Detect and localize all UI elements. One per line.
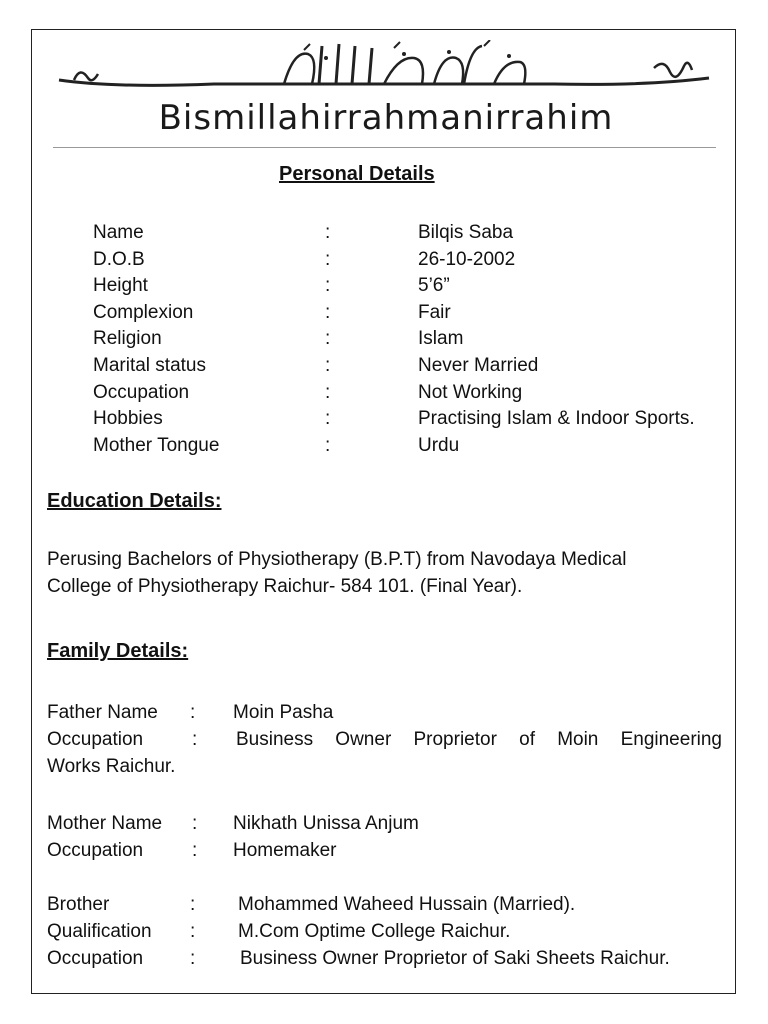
family-separator: : [190,948,196,969]
personal-value: Never Married [418,355,539,376]
education-text-line-1: Perusing Bachelors of Physiotherapy (B.P.T) from Navodaya Medical [47,549,627,570]
personal-separator: : [325,328,331,350]
personal-value: Islam [418,328,464,350]
personal-separator: : [325,381,331,403]
personal-separator: : [325,355,331,376]
family-label: Mother Name [47,813,163,834]
personal-label: Hobbies [93,408,163,430]
family-father-occupation-continued: Works Raichur. [47,756,176,777]
family-separator: : [190,894,196,915]
personal-label: Height [93,275,148,297]
family-separator: : [192,813,198,834]
header-banner [54,40,714,140]
family-separator: : [192,729,198,750]
personal-separator: : [325,222,331,243]
personal-details-heading: Personal Details [279,163,435,185]
personal-value: Not Working [418,381,523,403]
family-value: Nikhath Unissa Anjum [233,813,419,834]
family-details-heading: Family Details: [47,640,189,662]
family-label: Father Name [47,702,158,723]
family-label: Qualification [47,921,152,942]
family-value: Homemaker [233,840,337,861]
education-details-heading: Education Details: [47,490,222,512]
personal-label: Mother Tongue [93,434,220,456]
personal-separator: : [325,248,331,270]
personal-label: Marital status [93,355,206,376]
family-label: Brother [47,894,110,915]
personal-value: Bilqis Saba [418,222,514,243]
personal-label: D.O.B [93,248,145,270]
family-label: Occupation [47,840,144,861]
family-value: Business Owner Proprietor of Saki Sheets Raichur. [240,948,670,969]
family-value: Mohammed Waheed Hussain (Married). [238,894,576,915]
personal-label: Occupation [93,381,190,403]
family-separator: : [190,702,196,723]
personal-value: 26-10-2002 [418,248,516,270]
family-separator: : [190,921,196,942]
personal-label: Complexion [93,301,194,323]
personal-separator: : [325,434,331,456]
personal-value: Practising Islam & Indoor Sports. [418,408,695,430]
personal-value: Fair [418,301,451,323]
family-value: M.Com Optime College Raichur. [238,921,511,942]
family-value: Moin Pasha [233,702,334,723]
family-label: Occupation [47,948,144,969]
personal-separator: : [325,301,331,323]
header-divider [53,147,716,148]
personal-label: Name [93,222,144,243]
personal-value: 5’6” [418,275,450,297]
bismillah-calligraphy-image [54,40,714,100]
document-page [31,29,736,994]
personal-label: Religion [93,328,162,350]
personal-separator: : [325,275,331,297]
header-title: Bismillahirrahmanirrahim [158,98,614,138]
personal-separator: : [325,408,331,430]
education-text-line-2: College of Physiotherapy Raichur- 584 101. (Final Year). [47,576,523,597]
family-value: Business Owner Proprietor of Moin Engineering [236,729,722,750]
family-label: Occupation [47,729,144,750]
family-separator: : [192,840,198,861]
personal-value: Urdu [418,434,460,456]
